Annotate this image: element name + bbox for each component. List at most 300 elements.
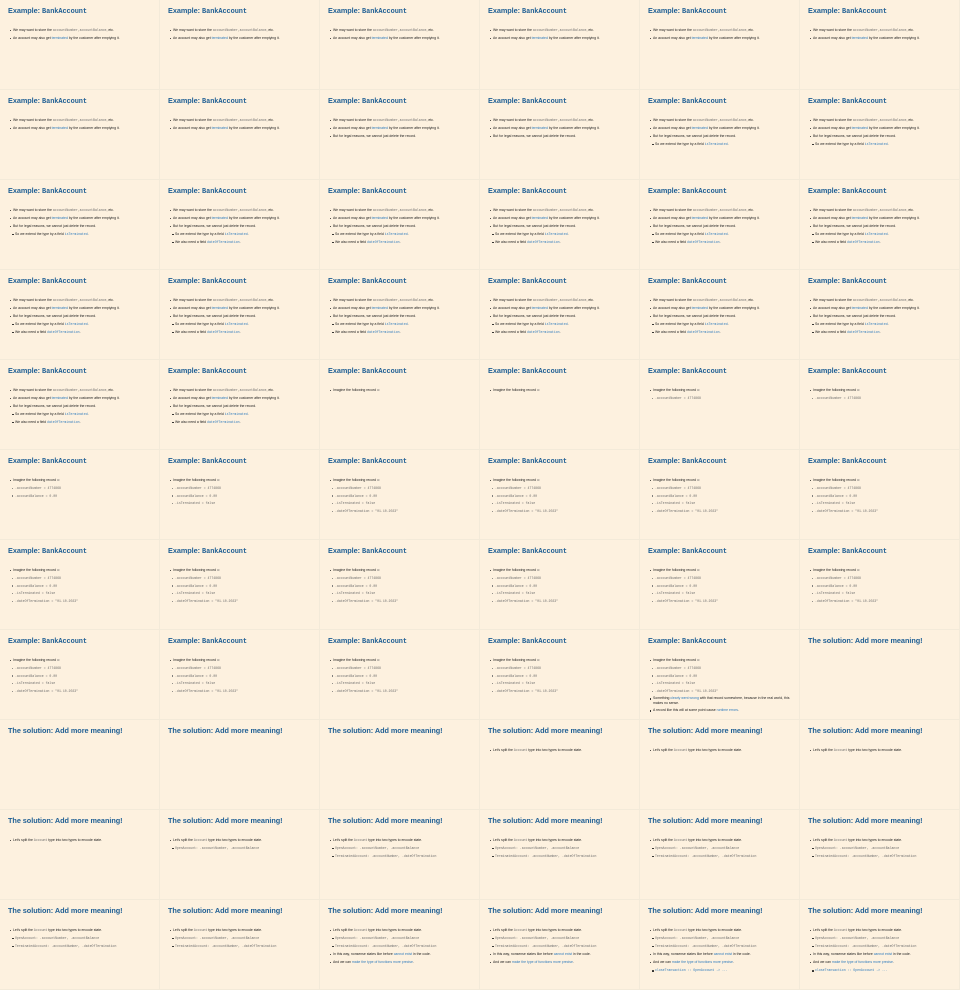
bullet-split-types [800,838,959,842]
text: We may want to store the [813,298,853,302]
text: : [58,658,60,662]
slide-thumbnail[interactable] [800,720,959,809]
bullet-imagine-record [640,478,799,482]
bullet-list [160,478,319,509]
bullet-legal [160,404,319,408]
slide-thumbnail[interactable] [480,0,639,89]
title-code: BankAccount [842,8,887,16]
bullet-nonsense-states [640,952,799,956]
code: accountNumber [532,298,558,302]
code: isTerminated [224,232,248,237]
slide-thumbnail[interactable] [0,270,159,359]
field-is-terminated [640,681,799,685]
text: An account may also get [13,126,52,131]
text: , [877,28,880,32]
slide-thumbnail[interactable] [480,540,639,629]
text: Imagine the following record [173,478,217,482]
code: TerminatedAccount: .accountNumber, .dateOfTermination [15,944,117,949]
title-code: BankAccount [42,188,87,196]
slide-thumbnail[interactable] [160,450,319,539]
text: An account may also get [173,396,212,401]
text: by the customer after emptying it. [227,126,280,131]
text: Imagine the following record [13,658,57,662]
text: Imagine the following record [653,388,697,392]
text: . [87,232,89,237]
field-account-number [0,486,159,490]
text: : [538,568,540,572]
slide-thumbnail[interactable] [480,630,639,719]
code: Account [353,928,368,932]
bullet-store-fields [160,298,319,302]
slide-thumbnail[interactable] [320,0,479,89]
slide-thumbnail[interactable] [800,540,959,629]
slide-title [8,726,123,735]
slide-thumbnail[interactable] [160,360,319,449]
text: by the customer after emptying it. [227,396,280,401]
slide-thumbnail[interactable] [320,630,479,719]
slide-thumbnail[interactable] [480,900,639,989]
title-code: BankAccount [682,98,727,106]
slide-thumbnail[interactable] [0,630,159,719]
bullet-list [640,478,799,516]
bullet-legal [160,314,319,318]
highlight: terminated [51,216,68,221]
highlight: cannot exist [713,952,733,957]
bullet-legal [640,134,799,138]
code: accountBalance [559,28,587,32]
code: a [696,478,699,482]
text: : [218,478,220,482]
bullet-terminated-account [160,944,319,948]
slide-thumbnail[interactable] [480,360,639,449]
slide-thumbnail[interactable] [0,90,159,179]
slide-thumbnail[interactable] [320,360,479,449]
slide-thumbnail[interactable] [320,720,479,809]
bullet-open-account [320,846,479,850]
text: We also need a field [175,330,208,335]
slide-thumbnail[interactable] [0,0,159,89]
title-code: BankAccount [202,98,247,106]
bullet-date-field [480,240,639,244]
text: by the customer after emptying it. [867,36,920,41]
slide-thumbnail[interactable] [160,0,319,89]
code: .accountBalance = 0.00 [15,493,58,498]
bullet-split-types [800,748,959,752]
slide-title [328,276,407,286]
bullet-date-field [640,330,799,334]
slide-thumbnail[interactable] [480,90,639,179]
bullet-terminated-account [320,944,479,948]
text: . [239,330,241,335]
text: by the customer after emptying it. [707,306,760,311]
title-text: The solution: Add more meaning! [168,906,283,915]
slide-thumbnail[interactable] [0,180,159,269]
slide-thumbnail[interactable] [800,900,959,989]
slide-thumbnail[interactable] [640,180,799,269]
slide-thumbnail[interactable] [800,0,959,89]
slide-title [8,546,87,556]
bullet-imagine-record [0,658,159,662]
slide-thumbnail[interactable] [160,540,319,629]
bullet-store-fields [320,28,479,32]
text: , [77,118,80,122]
code: accountNumber [212,118,238,122]
bullet-date-field [160,240,319,244]
text: : [58,568,60,572]
text: Let's split the [653,838,674,842]
bullet-date-field [320,240,479,244]
code: .isTerminated = false [175,501,216,506]
code: a [856,568,859,572]
text: But for legal reasons, we cannot just delete the record. [493,314,577,319]
text: : [538,478,540,482]
text: in the code. [892,952,911,957]
title-code: BankAccount [682,188,727,196]
bullet-store-fields [800,118,959,122]
slide-thumbnail[interactable] [640,540,799,629]
bullet-nonsense-states [320,952,479,956]
bullet-store-fields [640,208,799,212]
title-text: The solution: Add more meaning! [8,726,123,735]
code: dateOfTermination [847,330,880,335]
slide-thumbnail[interactable] [320,810,479,899]
slide-thumbnail[interactable] [480,270,639,359]
slide-thumbnail[interactable] [640,270,799,359]
text: , etc. [106,388,114,392]
code: accountNumber [852,298,878,302]
text: . [727,322,729,327]
code: OpenAccount: .accountNumber, .accountBalance [495,846,580,851]
title-code: BankAccount [842,458,887,466]
slide-thumbnail[interactable] [800,270,959,359]
text: , [877,118,880,122]
title-code: BankAccount [42,278,87,286]
title-text: The solution: Add more meaning! [488,726,603,735]
field-account-number [800,486,959,490]
code: a [376,658,379,662]
slide-thumbnail[interactable] [160,630,319,719]
code: Account [513,838,528,842]
code: .accountBalance = 0.00 [655,673,698,678]
bullet-extend-field [0,322,159,326]
bullet-store-fields [0,208,159,212]
slide-title [168,726,283,735]
bullet-split-types [0,928,159,932]
slide-thumbnail[interactable] [800,180,959,269]
bullet-nonsense-states [480,952,639,956]
slide-thumbnail[interactable] [0,900,159,989]
code: a [56,658,59,662]
slide-thumbnail[interactable] [480,180,639,269]
slide-thumbnail[interactable] [800,360,959,449]
field-account-balance [480,584,639,588]
bullet-terminated [480,216,639,220]
slide-thumbnail[interactable] [160,810,319,899]
slide-thumbnail[interactable] [0,360,159,449]
bullet-date-field [0,330,159,334]
slide-thumbnail[interactable] [800,90,959,179]
slide-thumbnail[interactable] [480,720,639,809]
code: accountNumber [692,118,718,122]
text: We also need a field [495,330,528,335]
field-date-of-termination [640,689,799,693]
text: : [378,478,380,482]
bullet-list [800,568,959,606]
text: We also need a field [655,330,688,335]
title-code: BankAccount [522,98,567,106]
text: . [79,330,81,335]
code: .dateOfTermination = "01.10.2023" [815,508,879,513]
title-code: BankAccount [202,8,247,16]
text: An account may also get [13,216,52,221]
code: accountNumber [212,298,238,302]
code: accountNumber [212,388,238,392]
field-is-terminated [640,501,799,505]
bullet-list [480,118,639,142]
bullet-split-types [320,928,479,932]
slide-thumbnail[interactable] [320,270,479,359]
code: .isTerminated = false [175,681,216,686]
slide-thumbnail[interactable] [480,810,639,899]
text: , [237,208,240,212]
field-date-of-termination [320,509,479,513]
slide-thumbnail[interactable] [320,540,479,629]
bullet-imagine-record [640,388,799,392]
text: type into two types to encode state. [207,928,263,932]
code: a [376,568,379,572]
code: accountBalance [559,208,587,212]
bullet-list [0,838,159,846]
field-is-terminated [320,501,479,505]
bullet-terminated [320,216,479,220]
slide-thumbnail[interactable] [800,450,959,539]
slide-title [488,276,567,286]
text: , etc. [586,118,594,122]
bullet-imagine-record [800,388,959,392]
code: .accountBalance = 0.00 [335,673,378,678]
code: .accountNumber = 4774868 [655,486,701,491]
field-date-of-termination [640,509,799,513]
code: .accountBalance = 0.00 [495,583,538,588]
bullet-list [0,928,159,952]
field-account-number [320,486,479,490]
bullet-list [320,478,479,516]
bullet-store-fields [320,118,479,122]
highlight: terminated [531,126,548,131]
title-code: BankAccount [42,458,87,466]
slide-thumbnail[interactable] [160,90,319,179]
title-text: Example: [168,186,203,195]
field-is-terminated [160,681,319,685]
code: dateOfTermination [847,240,880,245]
text: : [698,658,700,662]
code: accountNumber [212,208,238,212]
text: We may want to store the [813,208,853,212]
slide-thumbnail[interactable] [0,450,159,539]
slide-thumbnail[interactable] [800,810,959,899]
title-text: Example: [808,366,843,375]
text: by the customer after emptying it. [867,306,920,311]
code: .dateOfTermination = "01.10.2023" [655,688,719,693]
text: . [719,240,721,245]
code: .accountNumber = 4774868 [15,666,61,671]
code: accountNumber [692,28,718,32]
code: accountBalance [399,118,427,122]
highlight: clearly went wrong [670,696,699,701]
field-is-terminated [800,591,959,595]
bullet-list [160,928,319,952]
title-code: BankAccount [202,368,247,376]
text: Imagine the following record [493,568,537,572]
text: by the customer after emptying it. [387,126,440,131]
title-text: Example: [8,636,43,645]
slide-thumbnail[interactable] [160,180,319,269]
highlight: make the type of functions more precise [671,960,733,965]
slide-thumbnail[interactable] [640,450,799,539]
code: a [856,478,859,482]
text: type into two types to encode state. [367,928,423,932]
bullet-date-field [0,420,159,424]
code: accountNumber [692,208,718,212]
text: An account may also get [653,216,692,221]
bullet-list [640,838,799,862]
text: But for legal reasons, we cannot just delete the record. [653,314,737,319]
title-code: BankAccount [682,368,727,376]
slide-thumbnail[interactable] [320,450,479,539]
text: Let's split the [13,928,34,932]
slide-title [328,6,407,16]
text: An account may also get [333,306,372,311]
text: , [237,28,240,32]
bullet-list [0,568,159,606]
code: .isTerminated = false [495,591,536,596]
title-code: BankAccount [522,458,567,466]
text: An account may also get [13,306,52,311]
code: .accountBalance = 0.00 [15,583,58,588]
field-account-number [160,486,319,490]
text: So we extend the type by a field [495,232,545,237]
slide-thumbnail[interactable] [640,90,799,179]
slide-thumbnail[interactable] [640,630,799,719]
slide-thumbnail[interactable] [640,360,799,449]
slide-thumbnail[interactable] [0,540,159,629]
code: isTerminated [704,322,728,327]
bullet-terminated [160,306,319,310]
bullet-list [320,28,479,44]
bullet-legal [480,314,639,318]
title-text: Example: [168,366,203,375]
text: , etc. [906,118,914,122]
slide-thumbnail[interactable] [160,270,319,359]
slide-thumbnail[interactable] [160,720,319,809]
slide-thumbnail[interactable] [320,180,479,269]
text: , etc. [426,118,434,122]
code: TerminatedAccount: .accountNumber, .dateOfTermination [335,854,437,859]
bullet-store-fields [160,388,319,392]
code: dateOfTermination [527,240,560,245]
slide-thumbnail[interactable] [640,900,799,989]
slide-title [8,456,87,466]
bullet-precise-functions [800,960,959,964]
text: , etc. [106,208,114,212]
slide-thumbnail[interactable] [160,900,319,989]
slide-thumbnail[interactable] [0,720,159,809]
text: , etc. [266,388,274,392]
text: So we extend the type by a field [15,412,65,417]
text: . [559,240,561,245]
title-code: BankAccount [202,458,247,466]
bullet-date-field [160,330,319,334]
title-code: BankAccount [522,8,567,16]
code: OpenAccount: .accountNumber, .accountBalance [655,846,740,851]
bullet-list [640,928,799,977]
slide-thumbnail[interactable] [480,450,639,539]
slide-thumbnail[interactable] [640,810,799,899]
field-date-of-termination [480,509,639,513]
bullet-list [160,388,319,428]
bullet-store-fields [0,28,159,32]
title-text: Example: [648,546,683,555]
field-account-number [0,576,159,580]
text: . [738,708,739,713]
title-text: The solution: Add more meaning! [808,636,923,645]
title-text: Example: [8,366,43,375]
slide-thumbnail[interactable] [320,900,479,989]
bullet-legal [320,224,479,228]
bullet-date-field [160,420,319,424]
code: isTerminated [864,322,888,327]
field-is-terminated [480,681,639,685]
field-is-terminated [480,501,639,505]
bullet-terminated [800,126,959,130]
bullet-list [640,118,799,150]
text: We may want to store the [493,208,533,212]
slide-title [808,96,887,106]
title-text: Example: [328,636,363,645]
code: .isTerminated = false [15,591,56,596]
bullet-list [160,838,319,854]
text: type into two types to encode state. [687,748,743,752]
text: And we can [653,960,672,965]
title-text: Example: [328,366,363,375]
title-text: The solution: Add more meaning! [328,816,443,825]
bullet-date-field [480,330,639,334]
text: . [887,232,889,237]
text: by the customer after emptying it. [387,36,440,41]
text: in the code. [572,952,591,957]
bullet-store-fields [320,298,479,302]
slide-thumbnail[interactable] [640,720,799,809]
bullet-extend-field [640,142,799,146]
slide-thumbnail[interactable] [800,630,959,719]
bullet-list [640,208,799,248]
bullet-imagine-record [480,478,639,482]
slide-thumbnail[interactable] [320,90,479,179]
slide-thumbnail[interactable] [640,0,799,89]
code: accountNumber [532,28,558,32]
text: , etc. [266,298,274,302]
text: We may want to store the [653,208,693,212]
field-is-terminated [800,501,959,505]
text: And we can [493,960,512,965]
text: An account may also get [653,36,692,41]
text: We also need a field [335,240,368,245]
bullet-list [640,658,799,717]
title-text: The solution: Add more meaning! [648,816,763,825]
code: .dateOfTermination = "01.10.2023" [495,508,559,513]
field-account-number [640,396,799,400]
slide-thumbnail[interactable] [0,810,159,899]
